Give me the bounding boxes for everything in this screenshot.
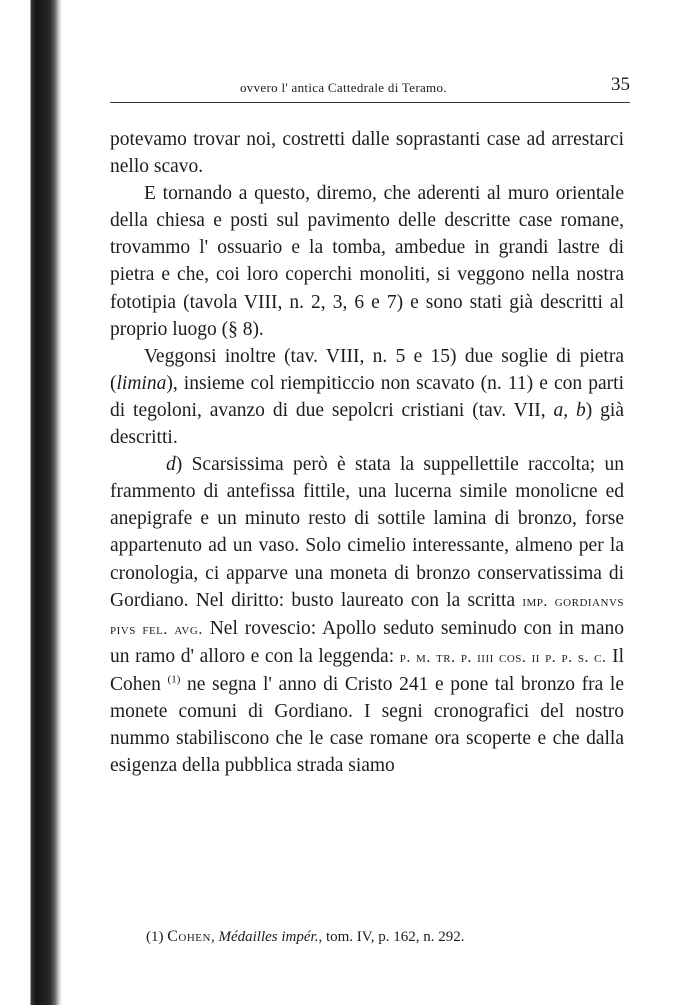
limina-italic: limina xyxy=(116,372,167,394)
footnote-citation: , tom. IV, p. 162, n. 292. xyxy=(318,929,465,945)
footnote-reference: (1) xyxy=(167,673,181,686)
footnote-separator: , xyxy=(210,929,219,945)
section-letter-d: d xyxy=(166,454,176,476)
footnote-title: Médailles impér. xyxy=(218,929,319,945)
book-binding-edge xyxy=(0,0,62,1005)
paragraph-1: potevamo trovar noi, costretti dalle soprastanti case ad arrestarci nello scavo. xyxy=(110,129,624,178)
paragraph-3-text-c: ) già descritti. xyxy=(110,399,624,449)
paragraph-4-text-b: Nel rovescio: Apollo seduto seminudo con in mano un ramo d' alloro e con la leggenda: xyxy=(110,617,624,667)
reverse-inscription: p. m. tr. p. iiii cos. ii p. p. s. c. xyxy=(399,648,607,666)
paragraph-4 xyxy=(110,451,624,779)
obverse-inscription: imp. gordianvs pivs fel. avg. xyxy=(110,592,625,638)
ab-italic: a, b xyxy=(553,399,586,421)
paragraph-2: E tornando a questo, diremo, che aderenti al muro orientale della chiesa e posti sul pavimento delle descritte case romane, trovammo l' ossuario e la tomba, ambedue in grandi lastre di pietra e che, coi loro coperchi monoliti, si veggono nella nostra fototipia (tavola VIII, n. 2, 3, 6 e 7) e sono stati già descritti al proprio luogo (§ 8). xyxy=(110,183,624,340)
page-number: 35 xyxy=(611,74,630,95)
paragraph-4-text-c: Il Cohen xyxy=(110,645,625,695)
paragraph-4-text-d: ne segna l' anno di Cristo 241 e pone tal bronzo fra le monete comuni di Gordiano. I segni cronografici del nostro nummo stabiliscono che le case romane ora scoperte e che dalla esigenza della pubblica strada siamo xyxy=(110,673,624,777)
footnote xyxy=(146,928,626,946)
running-head: ovvero l' antica Cattedrale di Teramo. xyxy=(240,80,447,95)
paragraph-3 xyxy=(110,343,624,451)
paragraph-3-text-b: ), insieme col riempiticcio non scavato (n. 11) e con parti di tegoloni, avanzo di due sepolcri cristiani (tav. VII, xyxy=(110,372,624,421)
paragraph-3-text-a: Veggonsi inoltre (tav. VIII, n. 5 e 15) due soglie di pietra ( xyxy=(110,345,624,394)
header-rule xyxy=(110,102,630,103)
page-header xyxy=(110,74,630,98)
main-text xyxy=(110,126,624,779)
paragraph-4-text-a: ) Scarsissima però è stata la suppellettile raccolta; un frammento di antefissa fittile, una lucerna simile monolicne ed anepigrafe e un minuto resto di sottile lamina di bronzo, forse appartenuto ad un vaso. Solo cimelio interessante, almeno per la cronologia, ci apparve una moneta di bronzo conservatissima di Gordiano. Nel diritto: busto laureato con la scritta xyxy=(110,454,624,611)
footnote-marker: (1) xyxy=(146,929,168,945)
footnote-author: Cohen xyxy=(167,928,211,945)
